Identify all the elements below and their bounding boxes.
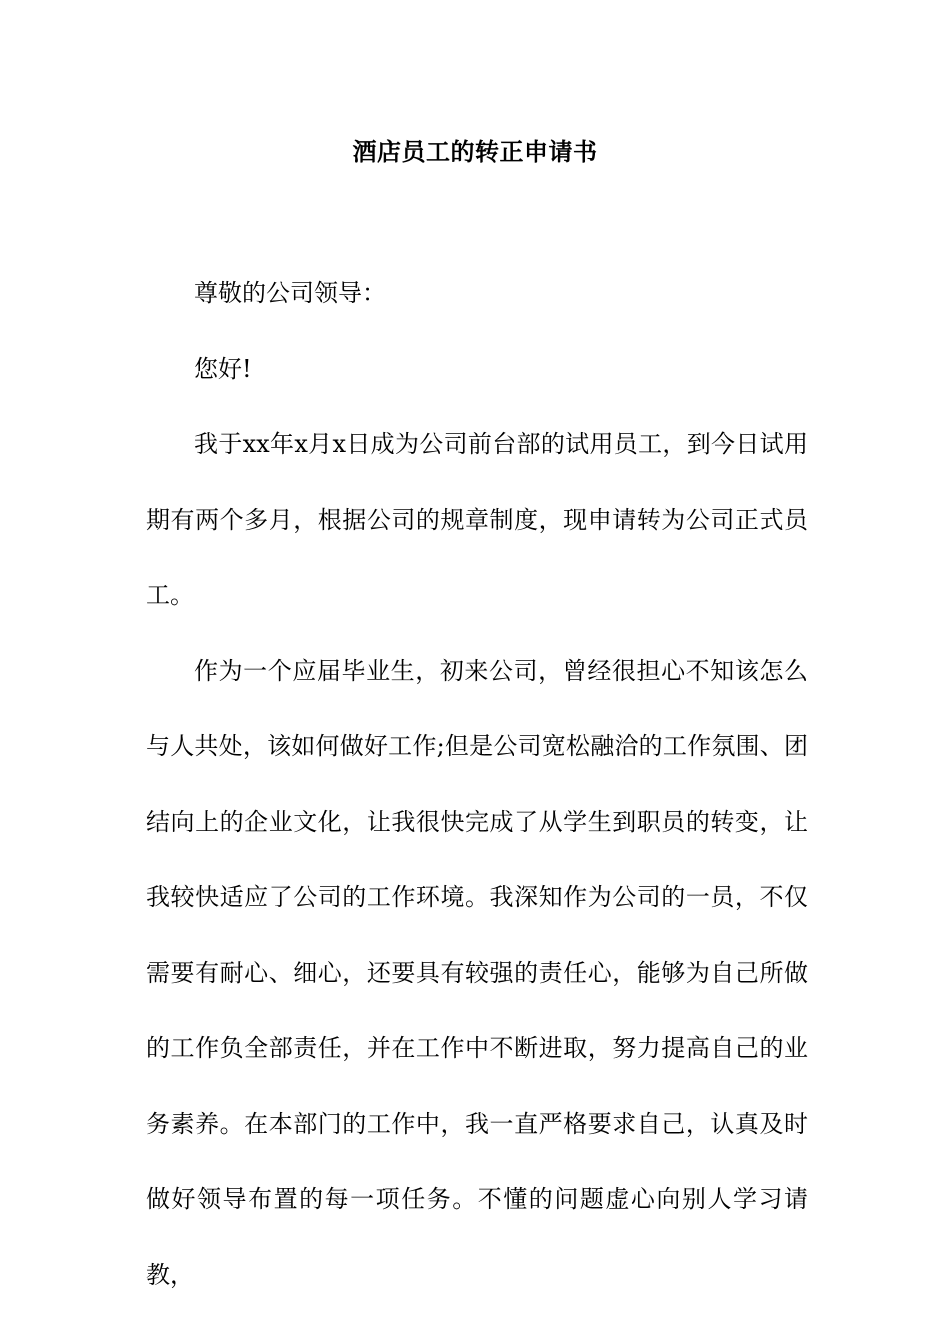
greeting: 您好! xyxy=(194,354,252,383)
document-body xyxy=(146,256,808,1313)
paragraph-experience: 作为一个应届毕业生，初来公司，曾经很担心不知该怎么与人共处，该如何做好工作;但是公司宽松融洽的工作氛围、团结向上的企业文化，让我很快完成了从学生到职员的转变，让我较快适应了公司的工作环境。我深知作为公司的一员，不仅需要有耐心、细心，还要具有较强的责任心，能够为自己所做的工作负全部责任，并在工作中不断进取，努力提高自己的业务素养。在本部门的工作中，我一直严格要求自己，认真及时做好领导布置的每一项任务。不懂的问题虚心向别人学习请教， xyxy=(146,656,808,1289)
paragraph-probation: 我于xx年x月x日成为公司前台部的试用员工，到今日试用期有两个多月，根据公司的规章制度，现申请转为公司正式员工。 xyxy=(146,430,808,609)
salutation: 尊敬的公司领导： xyxy=(194,279,386,307)
document-title: 酒店员工的转正申请书 xyxy=(352,137,598,166)
